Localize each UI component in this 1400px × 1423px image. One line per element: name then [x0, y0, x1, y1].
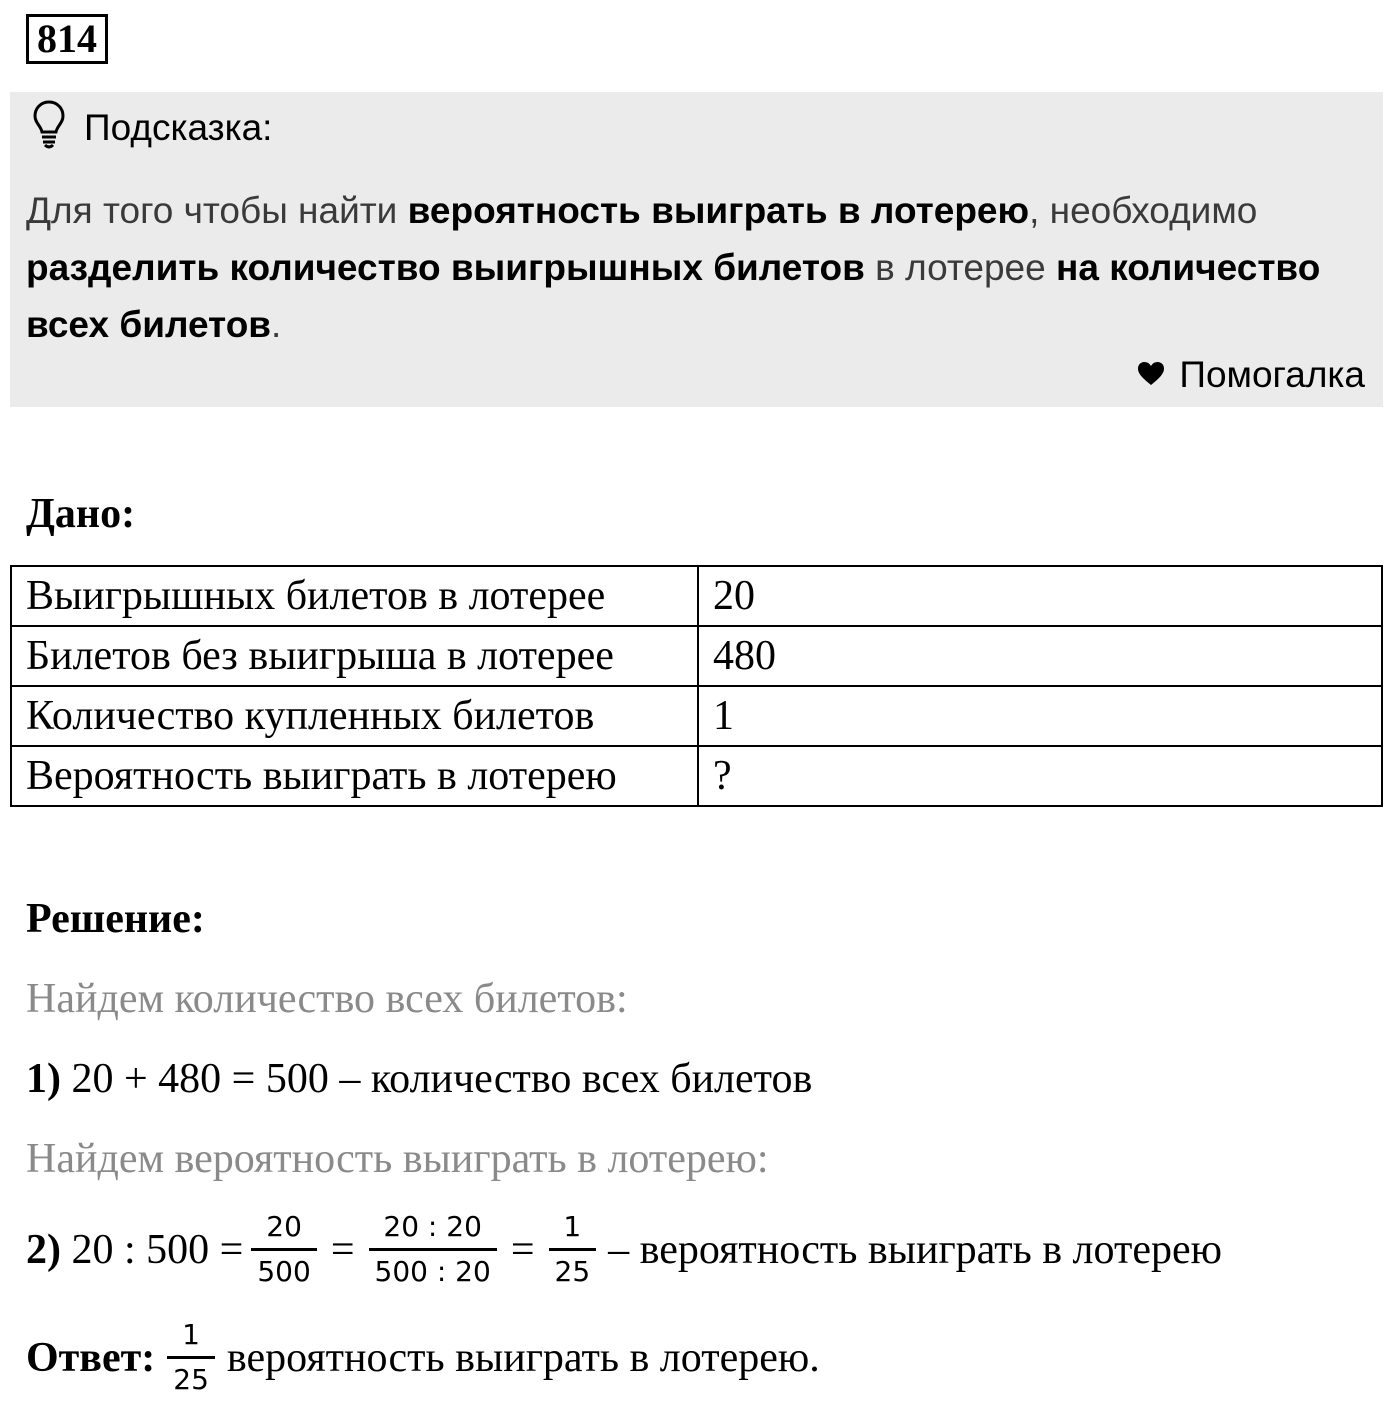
solution-title: Решение: [26, 896, 205, 942]
given-label: Билетов без выигрыша в лотерее [11, 626, 698, 686]
hint-header [32, 104, 272, 152]
fraction [369, 1210, 497, 1289]
hint-title: Подсказка: [84, 107, 273, 148]
step1-expression: 20 + 480 = 500 – количество всех билетов [61, 1056, 813, 1102]
answer-text: вероятность выиграть в лотерею. [226, 1334, 820, 1381]
denominator: 500 : 20 [369, 1248, 497, 1289]
table-row [11, 746, 1382, 806]
hint-box [10, 92, 1383, 407]
step2-lead: 20 : 500 = [61, 1226, 244, 1273]
answer-label: Ответ: [26, 1334, 156, 1381]
hint-part: Для того чтобы найти [26, 190, 408, 231]
step-number: 2) [26, 1226, 61, 1273]
step-number: 1) [26, 1056, 61, 1102]
step1-line [26, 1055, 812, 1103]
step2-intro: Найдем вероятность выиграть в лотерею: [26, 1136, 769, 1182]
numerator: 20 [266, 1210, 302, 1243]
fraction [167, 1318, 215, 1397]
given-table [10, 565, 1383, 807]
signature-text: Помогалка [1179, 354, 1365, 395]
lightbulb-icon [32, 99, 66, 158]
numerator: 1 [563, 1210, 582, 1243]
table-row [11, 686, 1382, 746]
signature [1137, 354, 1365, 396]
answer-line [26, 1318, 820, 1397]
equals-sign: = [510, 1226, 535, 1273]
given-title: Дано: [26, 491, 136, 537]
given-label: Вероятность выиграть в лотерею [11, 746, 698, 806]
table-row [11, 626, 1382, 686]
step2-tail: – вероятность выиграть в лотерею [608, 1226, 1222, 1273]
given-value: 20 [698, 566, 1382, 626]
fraction [251, 1210, 316, 1289]
step1-intro: Найдем количество всех билетов: [26, 976, 628, 1022]
hint-part: в лотерее [864, 247, 1056, 288]
hint-part: , необходимо [1029, 190, 1258, 231]
equals-sign: = [330, 1226, 355, 1273]
given-value: 1 [698, 686, 1382, 746]
given-value: ? [698, 746, 1382, 806]
fraction [549, 1210, 597, 1289]
hint-part-bold: на количество всех билетов [26, 247, 1321, 345]
step2-line [26, 1210, 1222, 1289]
problem-number: 814 [26, 14, 108, 64]
numerator: 20 : 20 [383, 1210, 482, 1243]
given-value: 480 [698, 626, 1382, 686]
given-label: Выигрышных билетов в лотерее [11, 566, 698, 626]
denominator: 500 [251, 1248, 316, 1289]
table-row [11, 566, 1382, 626]
hint-text [26, 182, 1371, 353]
numerator: 1 [182, 1318, 200, 1351]
hint-part-bold: вероятность выиграть в лотерею [407, 190, 1030, 231]
hint-part: . [271, 304, 282, 345]
heart-icon [1137, 354, 1165, 396]
denominator: 25 [549, 1248, 597, 1289]
given-label: Количество купленных билетов [11, 686, 698, 746]
denominator: 25 [167, 1356, 215, 1397]
hint-part-bold: разделить количество выигрышных билетов [26, 247, 865, 288]
